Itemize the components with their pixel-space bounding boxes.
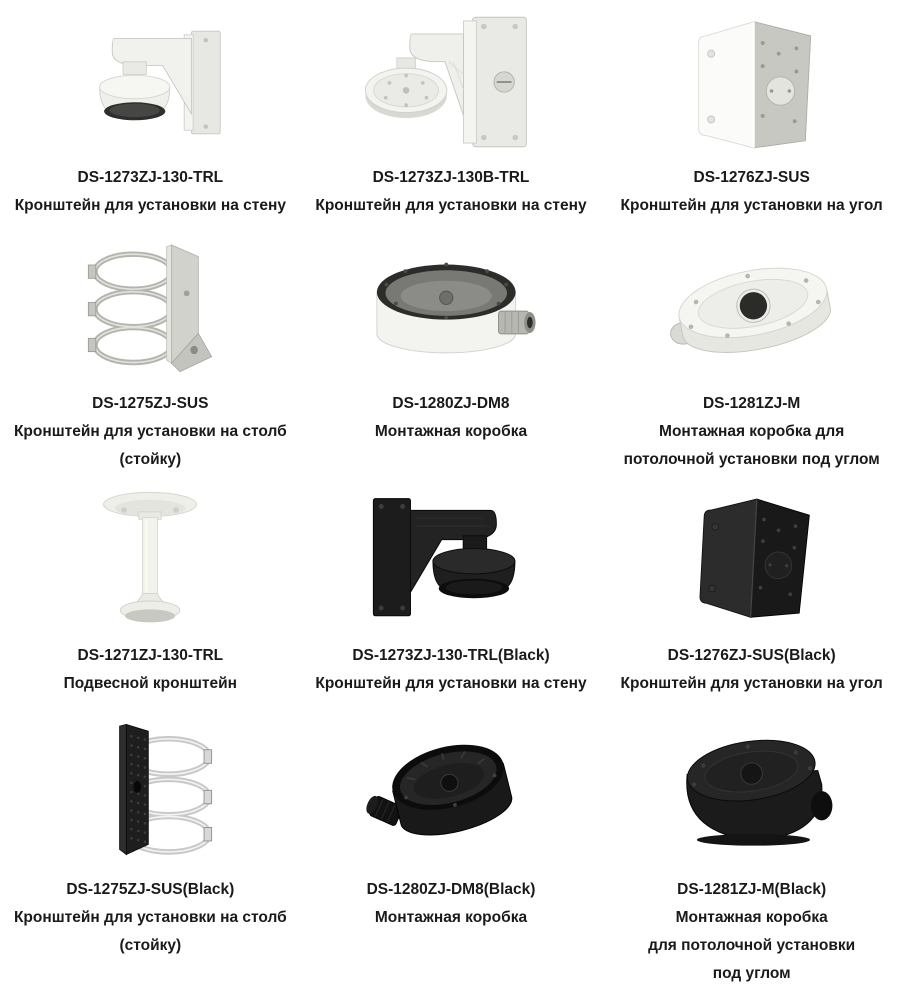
product-model: DS-1280ZJ-DM8 [392, 395, 510, 412]
product-desc-line: Подвесной кронштейн [63, 675, 237, 692]
product-model: DS-1271ZJ-130-TRL [77, 647, 224, 664]
white-wall-bracket-image [60, 15, 240, 150]
product-model: DS-1281ZJ-M [702, 395, 801, 412]
black-corner-bracket-photo [601, 474, 902, 642]
product-model: DS-1273ZJ-130-TRL [77, 169, 224, 186]
product-card [601, 474, 902, 702]
black-pole-bracket-image [74, 716, 226, 861]
product-model: DS-1275ZJ-SUS [92, 395, 209, 412]
product-desc-line: (стойку) [119, 451, 182, 468]
product-card [601, 702, 902, 1000]
product-model: DS-1273ZJ-130-TRL(Black) [352, 647, 550, 664]
black-wall-bracket-image [348, 485, 553, 631]
product-card [301, 474, 602, 702]
white-pendant-bracket-photo [0, 474, 301, 642]
product-desc-line: Кронштейн для установки на столб [13, 423, 287, 440]
product-model: DS-1275ZJ-SUS(Black) [66, 881, 235, 898]
product-card [0, 474, 301, 702]
white-junction-box-photo [301, 222, 602, 390]
product-card [0, 0, 301, 222]
white-corner-bracket-photo [601, 0, 902, 164]
black-junction-box-image [356, 718, 546, 861]
product-desc-line: Монтажная коробка [374, 423, 528, 440]
product-card [301, 222, 602, 474]
product-desc-line: Монтажная коробка [374, 909, 528, 926]
white-inclined-junction-box-image [654, 233, 849, 379]
product-model: DS-1273ZJ-130B-TRL [372, 169, 530, 186]
black-pole-bracket-photo [0, 702, 301, 876]
product-model: DS-1280ZJ-DM8(Black) [366, 881, 536, 898]
product-card [0, 222, 301, 474]
white-inclined-junction-box-photo [601, 222, 902, 390]
product-desc-line: Монтажная коробка [675, 909, 828, 926]
black-inclined-junction-box-photo [601, 702, 902, 876]
product-desc-line: Кронштейн для установки на стену [315, 675, 587, 692]
product-card [301, 702, 602, 1000]
white-corner-bracket-image [672, 11, 832, 153]
black-junction-box-photo [301, 702, 602, 876]
product-desc-line: Кронштейн для установки на стену [315, 197, 587, 214]
product-desc-line: под углом [712, 965, 791, 982]
product-model: DS-1276ZJ-SUS [693, 169, 810, 186]
black-wall-bracket-photo [301, 474, 602, 642]
white-wall-bracket-with-box-photo [301, 0, 602, 164]
white-wall-bracket-photo [0, 0, 301, 164]
product-model: DS-1276ZJ-SUS(Black) [667, 647, 836, 664]
white-pole-bracket-image [75, 235, 225, 377]
black-inclined-junction-box-image [654, 716, 849, 862]
product-desc-line: (стойку) [119, 937, 182, 954]
product-desc-line: Кронштейн для установки на угол [620, 675, 883, 692]
product-card [301, 0, 602, 222]
white-pendant-bracket-image [85, 484, 215, 633]
product-desc-line: Кронштейн для установки на столб [13, 909, 287, 926]
product-desc-line: Кронштейн для установки на угол [620, 197, 883, 214]
product-desc-line: для потолочной установки [648, 937, 856, 954]
product-card [601, 222, 902, 474]
product-desc-line: потолочной установки под углом [623, 451, 880, 468]
white-junction-box-image [356, 237, 546, 375]
white-pole-bracket-photo [0, 222, 301, 390]
product-card [0, 702, 301, 1000]
product-desc-line: Монтажная коробка для [659, 423, 845, 440]
white-wall-bracket-with-box-image [358, 8, 543, 156]
product-card [601, 0, 902, 222]
product-model: DS-1281ZJ-M(Black) [677, 881, 827, 898]
product-desc-line: Кронштейн для установки на стену [14, 197, 286, 214]
black-corner-bracket-image [677, 489, 827, 627]
